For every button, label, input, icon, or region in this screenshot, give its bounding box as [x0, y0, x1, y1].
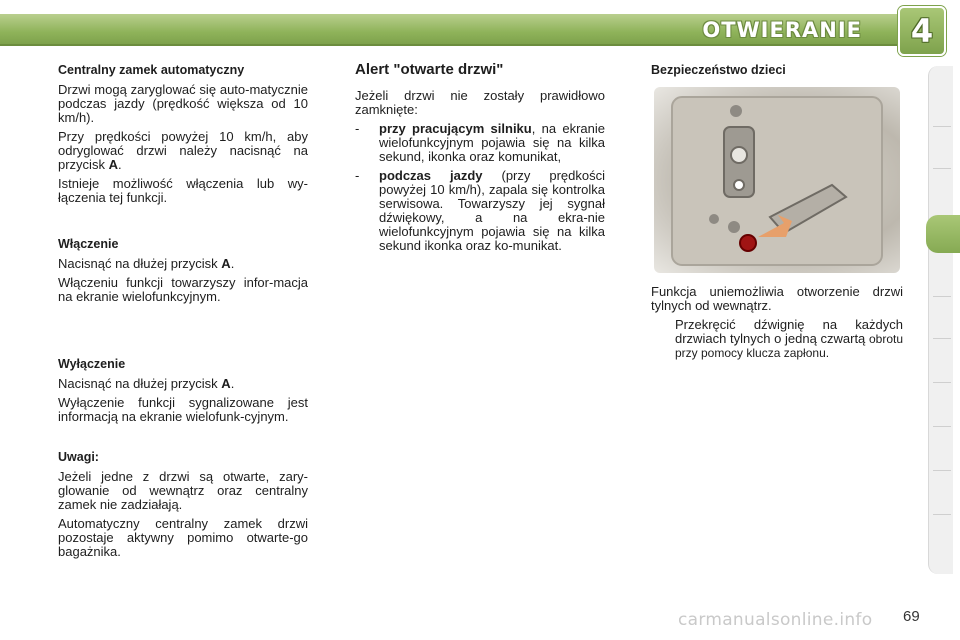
section-title: Uwagi:	[58, 450, 99, 464]
paragraph: Drzwi mogą zaryglować się auto-matycznie podczas jazdy (prędkość większa od 10 km/h).	[58, 82, 308, 125]
tab-divider	[933, 126, 951, 127]
paragraph-text: .	[117, 157, 122, 172]
section-title: Centralny zamek automatyczny	[58, 63, 245, 77]
child-safety-text	[651, 285, 903, 365]
tab-divider	[933, 514, 951, 515]
list-item	[355, 169, 605, 253]
paragraph: Włączeniu funkcji towarzyszy infor-macja na ekranie wielofunkcyjnym.	[58, 275, 308, 304]
list-item-bold: podczas jazdy	[379, 168, 483, 183]
paragraph-text: Nacisnąć na dłużej przycisk	[58, 256, 222, 271]
paragraph: Wyłączenie funkcji sygnalizowane jest informacją na ekranie wielofunk-cyjnym.	[58, 395, 308, 424]
paragraph-text: Nacisnąć na dłużej przycisk	[58, 376, 222, 391]
page-title: OTWIERANIE	[702, 18, 862, 42]
section-title: Bezpieczeństwo dzieci	[651, 63, 786, 77]
section-enable	[58, 237, 308, 357]
paragraph: Jeżeli jedne z drzwi są otwarte, zary-glowanie od wewnątrz oraz centralny zamek nie zadziałają.	[58, 469, 308, 512]
section-title: Wyłączenie	[58, 357, 126, 371]
tab-divider	[933, 382, 951, 383]
list-item-text	[379, 122, 605, 164]
list-item-text	[379, 169, 605, 253]
chapter-number: 4	[910, 12, 934, 50]
page-number: 69	[903, 608, 920, 625]
section-auto-lock	[58, 63, 308, 237]
section-title: Alert "otwarte drzwi"	[355, 61, 504, 78]
door-lock-illustration	[654, 87, 900, 273]
active-chapter-tab[interactable]	[926, 215, 960, 253]
list-dash: -	[355, 168, 360, 183]
tab-divider	[933, 168, 951, 169]
tab-divider	[933, 470, 951, 471]
list-item-rest: (przy prędkości powyżej 10 km/h), zapala się kontrolka serwisowa. Towarzyszy jej sygnał dźwiękowy, a na ekra-nie wielofunkcyjnym pojawia się na kilka sekund ikonka oraz ko-munikat.	[379, 168, 606, 253]
pointing-hand-icon	[651, 318, 675, 360]
paragraph: Automatyczny centralny zamek drzwi pozostaje aktywny pomimo otwarte-go bagażnika.	[58, 516, 308, 559]
section-title: Włączenie	[58, 237, 119, 251]
paragraph	[58, 130, 308, 172]
paragraph-text: Przy prędkości powyżej 10 km/h, aby odryglować drzwi należy nacisnąć na przycisk	[58, 129, 308, 172]
paragraph: Istnieje możliwość włączenia lub wy-łączenia tej funkcji.	[58, 176, 308, 205]
list-item-text	[675, 318, 903, 360]
watermark: carmanualsonline.info	[678, 610, 873, 630]
child-lock-photo	[654, 87, 900, 273]
column-child-safety	[651, 63, 903, 83]
paragraph: Jeżeli drzwi nie zostały prawidłowo zamknięte:	[355, 88, 605, 117]
paragraph	[58, 257, 308, 271]
list-item	[355, 122, 605, 164]
list-dash: -	[355, 121, 360, 136]
section-disable	[58, 357, 308, 450]
chapter-tabs	[928, 66, 953, 574]
paragraph: Funkcja uniemożliwia otworzenie drzwi tylnych od wewnątrz.	[651, 284, 903, 313]
paragraph-text: .	[230, 256, 235, 271]
list-item-text-a: Przekręcić dźwignię na każdych drzwiach tylnych o jedną czwartą	[675, 317, 903, 346]
tab-divider	[933, 426, 951, 427]
paragraph-text: .	[230, 376, 235, 391]
chapter-badge	[898, 6, 946, 56]
button-ref: A	[221, 256, 231, 271]
button-ref: A	[221, 376, 231, 391]
section-notes	[58, 450, 308, 559]
column-central-locking	[58, 63, 308, 564]
list-item-rest: , na ekranie wielofunkcyjnym pojawia się na kilka sekund, ikonka oraz komunikat,	[379, 121, 605, 164]
tab-divider	[933, 338, 951, 339]
column-door-alert	[355, 63, 605, 258]
list-item	[651, 318, 903, 360]
paragraph	[58, 377, 308, 391]
list-item-text-b: obrotu przy pomocy klucza zapłonu.	[675, 332, 903, 360]
tab-divider	[933, 296, 951, 297]
button-ref: A	[108, 157, 118, 172]
list-item-bold: przy pracującym silniku	[379, 121, 532, 136]
